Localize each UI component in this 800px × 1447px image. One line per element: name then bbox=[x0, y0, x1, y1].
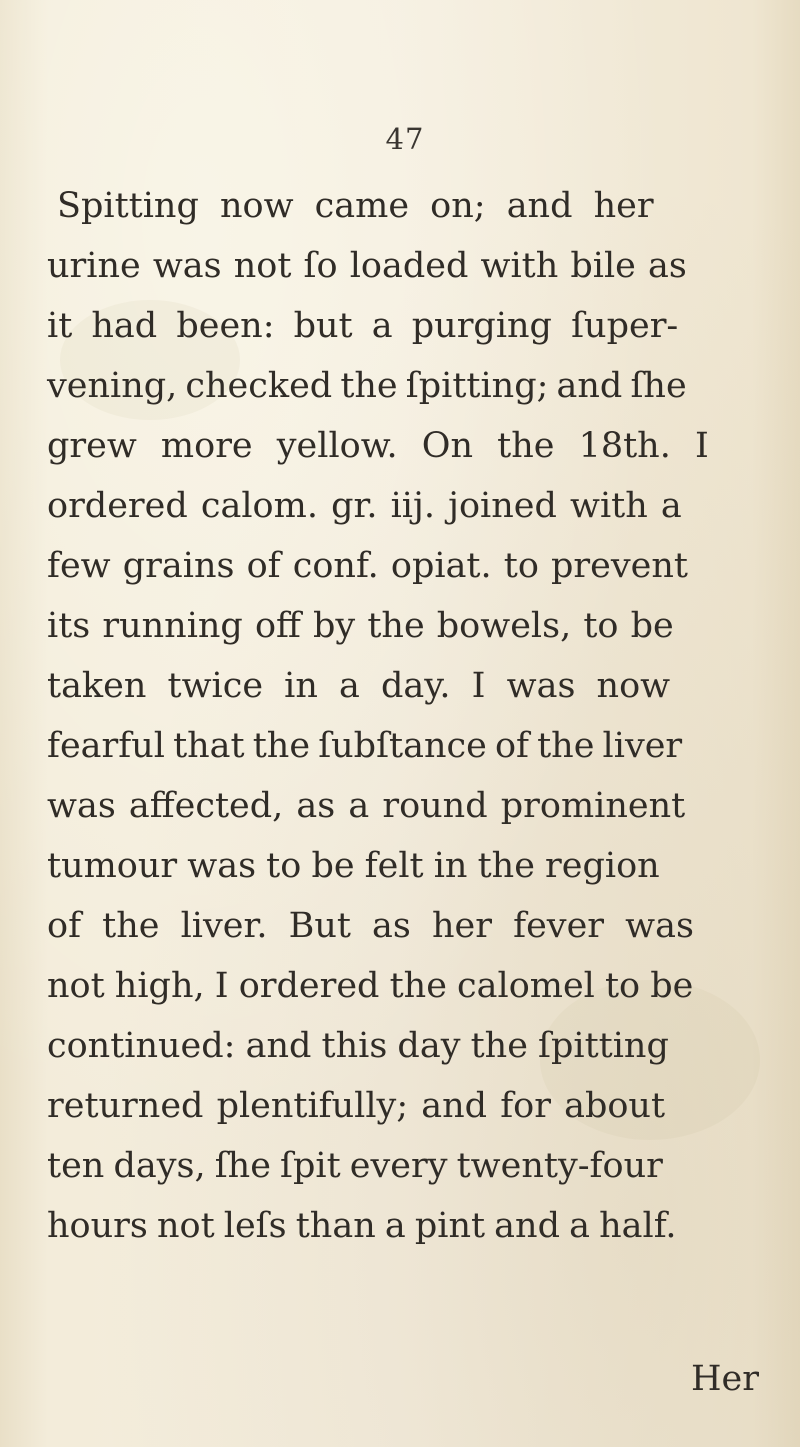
text-line-11: was affected, as a round prominent bbox=[47, 786, 686, 826]
text-line-3: it had been: but a purging ſuper- bbox=[47, 306, 679, 346]
catchword: Her bbox=[691, 1359, 759, 1399]
text-line-12: tumour was to be felt in the region bbox=[47, 846, 660, 886]
text-line-1: Spitting now came on; and her bbox=[57, 186, 654, 226]
text-line-14: not high, I ordered the calomel to be bbox=[47, 966, 694, 1006]
text-line-2: urine was not ſo loaded with bile as bbox=[47, 246, 687, 286]
text-line-15: continued: and this day the ſpitting bbox=[47, 1026, 669, 1066]
text-line-7: few grains of conf. opiat. to prevent bbox=[47, 546, 688, 586]
text-line-4: vening, checked the ſpitting; and ſhe bbox=[47, 366, 687, 406]
text-line-13: of the liver. But as her fever was bbox=[47, 906, 694, 946]
text-line-6: ordered calom. gr. iij. joined with a bbox=[47, 486, 682, 526]
page-number: 47 bbox=[385, 122, 425, 156]
text-line-16: returned plentifully; and for about bbox=[47, 1086, 666, 1126]
text-line-10: fearful that the ſubſtance of the liver bbox=[47, 726, 683, 766]
text-line-5: grew more yellow. On the 18th. I bbox=[47, 426, 709, 466]
text-line-17: ten days, ſhe ſpit every twenty-four bbox=[47, 1146, 663, 1186]
text-line-9: taken twice in a day. I was now bbox=[47, 666, 671, 706]
text-line-8: its running off by the bowels, to be bbox=[47, 606, 674, 646]
text-line-18: hours not leſs than a pint and a half. bbox=[47, 1206, 677, 1246]
